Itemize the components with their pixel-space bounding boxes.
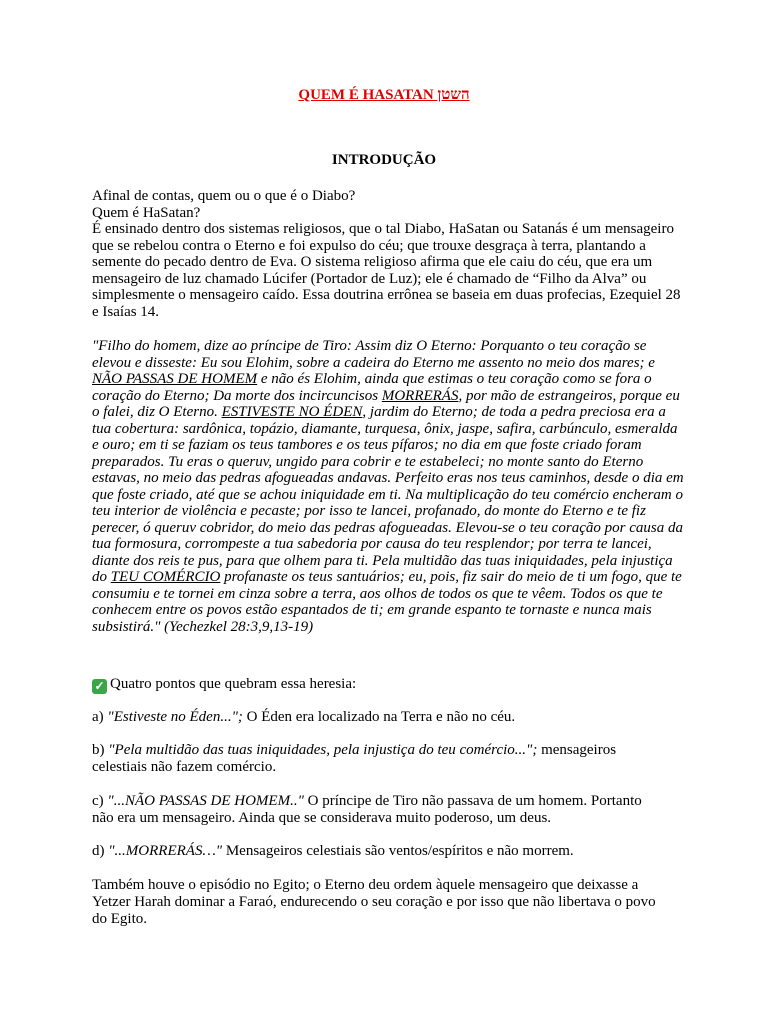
point-text: mensageiros [537,742,617,758]
quote-text: "Filho do homem, dize ao príncipe de Tiro: Assim diz O Eterno: Porquanto o teu coração se elevou e disseste: Eu sou Elohim, sobre a cadeira do Eterno me assento no meio dos mares; e [92,338,655,371]
point-quote: "Estiveste no Éden..."; [107,709,243,725]
point-a [92,709,692,726]
egypt-paragraph-line-2: Yetzer Harah dominar a Faraó, endurecendo o seu coração e por isso que não libertava o povo [92,894,656,910]
point-label: b) [92,742,109,758]
intro-paragraph: É ensinado dentro dos sistemas religiosos, que o tal Diabo, HaSatan ou Satanás é um mensageiro que se rebelou contra o Eterno e foi expulso do céu; que trouxe desgraça à terra, plantando a semente do pecado dentro de Eva. O sistema religioso afirma que ele caiu do céu, que era um mensageiro de luz chamado Lúcifer (Portador de Luz); ele é chamado de “Filho da Alva” ou simplesmente o mensageiro caído. Essa doutrina errônea se baseia em duas profecias, Ezequiel 28 e Isaías 14. [92,221,681,320]
point-quote: "...NÃO PASSAS DE HOMEM.." [107,793,304,809]
quote-underline-nao-passas: NÃO PASSAS DE HOMEM [92,371,258,387]
point-quote: "Pela multidão das tuas iniquidades, pela injustiça do teu comércio..."; [108,742,538,758]
point-label: c) [92,793,108,809]
points-intro-text: Quatro pontos que quebram essa heresia: [110,676,357,692]
point-text: Mensageiros celestiais são ventos/espíritos e não morrem. [222,843,574,859]
quote-text: profanaste os teus santuários; eu, pois, fiz sair do meio de ti um fogo, que te consumiu e te tornei em cinza sobre a terra, aos olhos de todos os que te vêem. Todos os que te conhecem entre os povos estão espantados de ti; em grande espanto te tornaste e nunca mais subsistirá." (Yechezkel 28:3,9,13-19) [92,569,682,635]
point-label: a) [92,709,108,725]
point-text: O Éden era localizado na Terra e não no céu. [242,709,516,725]
point-text: O príncipe de Tiro não passava de um homem. Portanto [303,793,642,809]
point-label: d) [92,843,109,859]
points-intro [92,676,692,694]
quote-underline-estiveste: ESTIVESTE NO ÉDEN [221,404,363,420]
section-heading: INTRODUÇÃO [331,152,437,168]
point-quote: "...MORRERÁS…" [108,843,223,859]
point-c [92,793,692,810]
point-d [92,843,692,860]
quote-underline-morreras: MORRERÁS [381,387,459,404]
quote-text: e não és Elohim, ainda que estimas o teu coração como se fora o coração do Eterno; Da morte dos incircuncisos [92,371,652,404]
egypt-paragraph-line-1: Também houve o episódio no Egito; o Eterno deu ordem àquele mensageiro que deixasse a [92,877,639,893]
intro-question-2: Quem é HaSatan? [92,204,201,221]
quote-text: , por mão de estrangeiros, porque eu o falei, diz O Eterno. [92,387,680,420]
quote-text: , jardim do Eterno; de toda a pedra preciosa era a tua cobertura: sardônica, topázio, diamante, turquesa, ônix, jaspe, safira, carbúnculo, esmeralda e ouro; em ti se faziam os teus tambores e os teus pífaros; no dia em que foste criado foram preparados. Tu eras o queruv, ungido para cobrir e te estabeleci; no monte santo do Eterno estavas, no meio das pedras afogueadas andavas. Perfeito eras nos teus caminhos, desde o dia em que foste criado, até que se achou iniquidade em ti. Na multiplicação do teu comércio encheram o teu interior de violência e pecaste; por isso te lancei, profanado, do monte do Eterno e te fiz perecer, ó queruv cobridor, do meio das pedras afogueadas. Elevou-se o teu coração por causa da tua formosura, corrompeste a tua sabedoria por causa do teu resplendor; por terra te lancei, diante dos reis te pus, para que olhem para ti. Pela multidão das tuas iniquidades, pela injustiça do [92,404,684,585]
point-b-continued: celestiais não fazem comércio. [92,759,277,775]
point-b [92,742,692,759]
check-mark-icon: ✓ [92,679,107,694]
document-title: QUEM É HASATAN השטן [298,87,470,103]
scripture-quote [92,338,684,635]
quote-underline-teu-comercio: TEU COMÉRCIO [110,569,221,585]
intro-section [92,188,684,320]
egypt-paragraph-line-3: do Egito. [92,911,147,927]
point-c-continued: não era um mensageiro. Ainda que se considerava muito poderoso, um deus. [92,810,552,826]
intro-question-1: Afinal de contas, quem ou o que é o Diabo? [92,188,356,204]
